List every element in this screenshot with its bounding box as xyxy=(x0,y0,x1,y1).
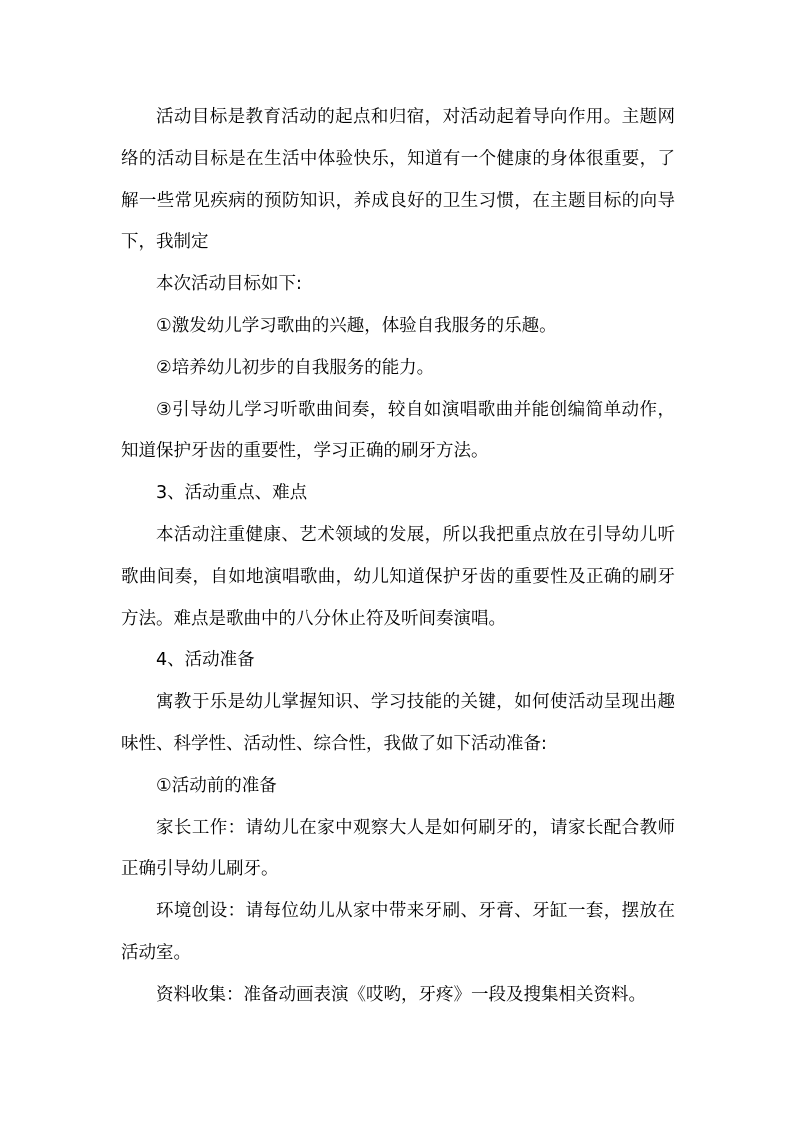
paragraph-goal-3: ③引导幼儿学习听歌曲间奏，较自如演唱歌曲并能创编简单动作，知道保护牙齿的重要性，学习正确的刷牙方法。 xyxy=(121,399,675,462)
paragraph-goal-2: ②培养幼儿初步的自我服务的能力。 xyxy=(156,357,435,378)
paragraph-materials: 资料收集：准备动画表演《哎哟，牙疼》一段及搜集相关资料。 xyxy=(156,984,646,1005)
paragraph-goals-heading: 本次活动目标如下: xyxy=(156,274,302,295)
paragraph-key-points: 本活动注重健康、艺术领域的发展，所以我把重点放在引导幼儿听歌曲间奏，自如地演唱歌曲，幼儿知道保护牙齿的重要性及正确的刷牙方法。难点是歌曲中的八分休止符及听间奏演唱。 xyxy=(121,524,675,629)
section-heading-preparation: 4、活动准备 xyxy=(156,650,255,671)
paragraph-goal-1: ①激发幼儿学习歌曲的兴趣，体验自我服务的乐趣。 xyxy=(156,315,557,336)
paragraph-pre-activity: ①活动前的准备 xyxy=(156,775,277,796)
document-body xyxy=(121,97,675,1017)
paragraph-activity-goal-intro: 活动目标是教育活动的起点和归宿，对活动起着导向作用。主题网络的活动目标是在生活中体验快乐，知道有一个健康的身体很重要，了解一些常见疾病的预防知识，养成良好的卫生习惯，在主题目标的向导下，我制定 xyxy=(121,107,675,253)
paragraph-environment: 环境创设：请每位幼儿从家中带来牙刷、牙膏、牙缸一套，摆放在活动室。 xyxy=(121,901,675,963)
paragraph-preparation-intro: 寓教于乐是幼儿掌握知识、学习技能的关键，如何使活动呈现出趣味性、科学性、活动性、综合性，我做了如下活动准备: xyxy=(121,692,675,754)
paragraph-parent-work: 家长工作：请幼儿在家中观察大人是如何刷牙的，请家长配合教师正确引导幼儿刷牙。 xyxy=(121,817,675,880)
section-heading-key-points: 3、活动重点、难点 xyxy=(156,483,308,504)
